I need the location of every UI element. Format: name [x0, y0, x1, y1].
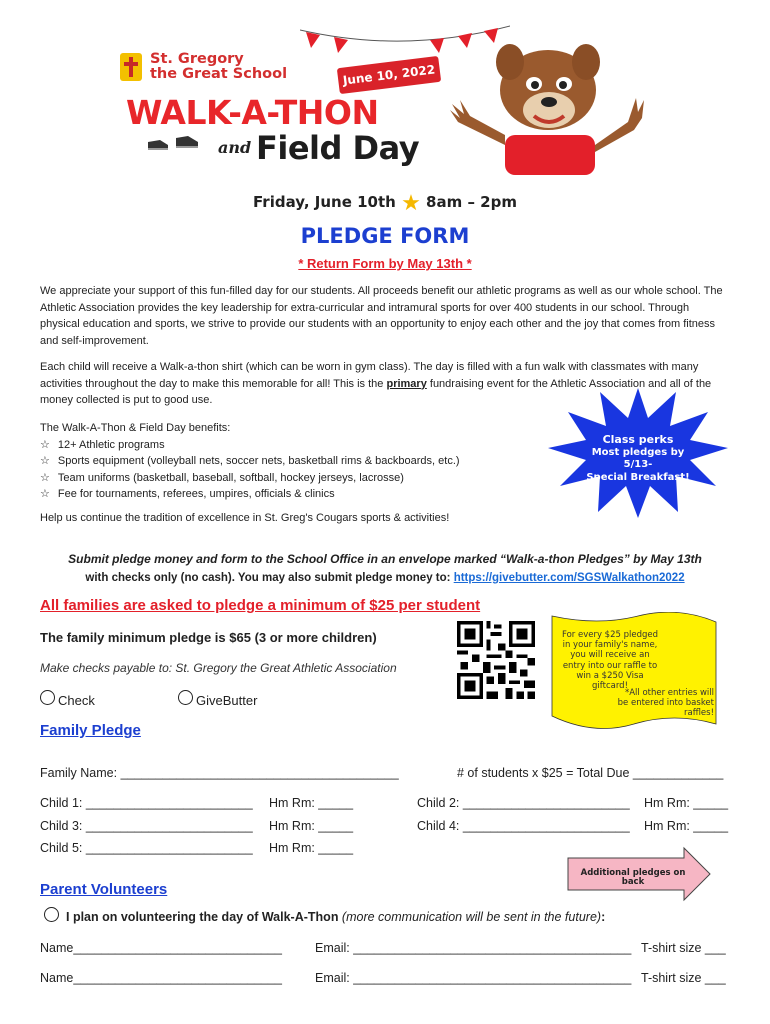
benefits-list [40, 420, 540, 503]
volunteer-statement-colon: : [601, 910, 606, 924]
additional-pledges-note: Additional pledges on back [580, 868, 686, 887]
submit-instructions-line2 [0, 570, 770, 586]
child5-field[interactable]: Child 5: ________________________ [40, 841, 253, 855]
qr-code-icon[interactable] [457, 621, 535, 699]
minimum-pledge-heading: All families are asked to pledge a minimum of $25 per student [40, 597, 481, 614]
volunteer-radio[interactable] [44, 907, 59, 922]
child1-field[interactable]: Child 1: ________________________ [40, 796, 253, 810]
child2-homeroom-field[interactable]: Hm Rm: _____ [644, 796, 729, 810]
list-item: ☆ Sports equipment (volleyball nets, soccer nets, basketball rims & backboards, etc.) [40, 453, 540, 470]
school-cross-logo-icon [120, 53, 142, 81]
raffle-text: For every $25 pledged in your family's name, you will receive an entry into our raffle to win a $250 Visa giftcard! [561, 630, 659, 691]
class-perks-line: 5/13- [623, 459, 653, 471]
raffle-note: *All other entries will be entered into basket raffles! [617, 688, 714, 719]
shirt-paragraph-text-end: fundraising event for the Athletic Association and all of the money collected is put to good use. [40, 377, 712, 406]
class-perks-line: Special Breakfast! [586, 471, 690, 483]
list-item: ☆ Fee for tournaments, referees, umpires, officials & clinics [40, 486, 540, 503]
check-option-label: Check [58, 693, 95, 708]
school-name-line2: the Great School [150, 66, 288, 83]
checks-payable-note: Make checks payable to: St. Gregory the Great Athletic Association [40, 661, 397, 675]
sneakers-icon [146, 130, 204, 152]
volunteer-statement-bold: I plan on volunteering the day of Walk-A-Thon [66, 910, 339, 924]
total-due-field[interactable]: # of students x $25 = Total Due _____________ [457, 766, 724, 780]
walk-a-thon-title: WALK-A-THON [126, 93, 379, 132]
field-day-title: Field Day [256, 129, 420, 167]
volunteer-name-field[interactable]: Name______________________________ [40, 941, 282, 955]
and-script-text: and [218, 138, 252, 157]
school-name [150, 52, 287, 82]
parent-volunteers-heading: Parent Volunteers [40, 881, 168, 898]
family-pledge-heading: Family Pledge [40, 722, 141, 739]
return-deadline-note: * Return Form by May 13th * [298, 256, 472, 271]
family-minimum-note: The family minimum pledge is $65 (3 or more children) [40, 630, 377, 645]
child2-field[interactable]: Child 2: ________________________ [417, 796, 630, 810]
event-date-time-line [0, 193, 770, 215]
class-perks-heading: Class perks [602, 433, 674, 446]
volunteer-tshirt-field[interactable]: T-shirt size ___ [641, 941, 726, 955]
check-radio[interactable] [40, 690, 55, 705]
class-perks-line: Most pledges by [591, 446, 685, 458]
primary-emphasis: primary [386, 377, 427, 390]
givebutter-link[interactable]: https://givebutter.com/SGSWalkathon2022 [453, 572, 685, 584]
child3-homeroom-field[interactable]: Hm Rm: _____ [269, 819, 354, 833]
volunteer-statement-italic: (more communication will be sent in the future) [338, 910, 602, 924]
volunteer-statement [66, 910, 605, 924]
volunteer-email-field[interactable]: Email: ________________________________________ [315, 941, 632, 955]
givebutter-option-label: GiveButter [196, 693, 258, 708]
child1-homeroom-field[interactable]: Hm Rm: _____ [269, 796, 354, 810]
event-day: Friday, June 10th [253, 193, 396, 211]
cougar-mascot-image [430, 40, 660, 175]
child3-field[interactable]: Child 3: ________________________ [40, 819, 253, 833]
event-time: 8am – 2pm [426, 193, 517, 211]
help-line: Help us continue the tradition of excellence in St. Greg's Cougars sports & activities! [40, 512, 450, 524]
list-item: ☆ Team uniforms (basketball, baseball, softball, hockey jerseys, lacrosse) [40, 470, 540, 487]
submit-instructions: Submit pledge money and form to the School Office in an envelope marked “Walk-a-thon Pledges” by May 13th [68, 552, 702, 566]
submit-instructions-text: with checks only (no cash). You may also submit pledge money to: [85, 572, 454, 584]
child4-field[interactable]: Child 4: ________________________ [417, 819, 630, 833]
star-icon: ★ [401, 191, 421, 216]
benefits-heading: The Walk-A-Thon & Field Day benefits: [40, 422, 231, 434]
school-name-line1: St. Gregory [150, 51, 244, 67]
volunteer-email-field[interactable]: Email: ________________________________________ [315, 971, 632, 985]
child4-homeroom-field[interactable]: Hm Rm: _____ [644, 819, 729, 833]
class-perks-text [576, 433, 700, 484]
volunteer-name-field[interactable]: Name______________________________ [40, 971, 282, 985]
list-item: ☆ 12+ Athletic programs [40, 437, 540, 454]
volunteer-tshirt-field[interactable]: T-shirt size ___ [641, 971, 726, 985]
child5-homeroom-field[interactable]: Hm Rm: _____ [269, 841, 354, 855]
shirt-paragraph-text: Each child will receive a Walk-a-thon shirt (which can be worn in gym class). The day is filled with a fun walk with classmates with many activities throughout the day to make this memorable for all! This is the [40, 361, 699, 390]
pledge-form-title: PLEDGE FORM [300, 224, 470, 248]
givebutter-radio[interactable] [178, 690, 193, 705]
event-date-tag: June 10, 2022 [337, 56, 441, 94]
family-name-field[interactable]: Family Name: ________________________________________ [40, 766, 399, 780]
intro-paragraph: We appreciate your support of this fun-filled day for our students. All proceeds benefit our athletic programs as well as our whole school. The Athletic Association provides the key leadership for extra-curricular and intramural sports for over 400 students in our school. Through physical education and sports, we strive to provide our students with an opportunity to enjoy each other and the joy that comes from fitness and self-improvement. [40, 285, 723, 347]
